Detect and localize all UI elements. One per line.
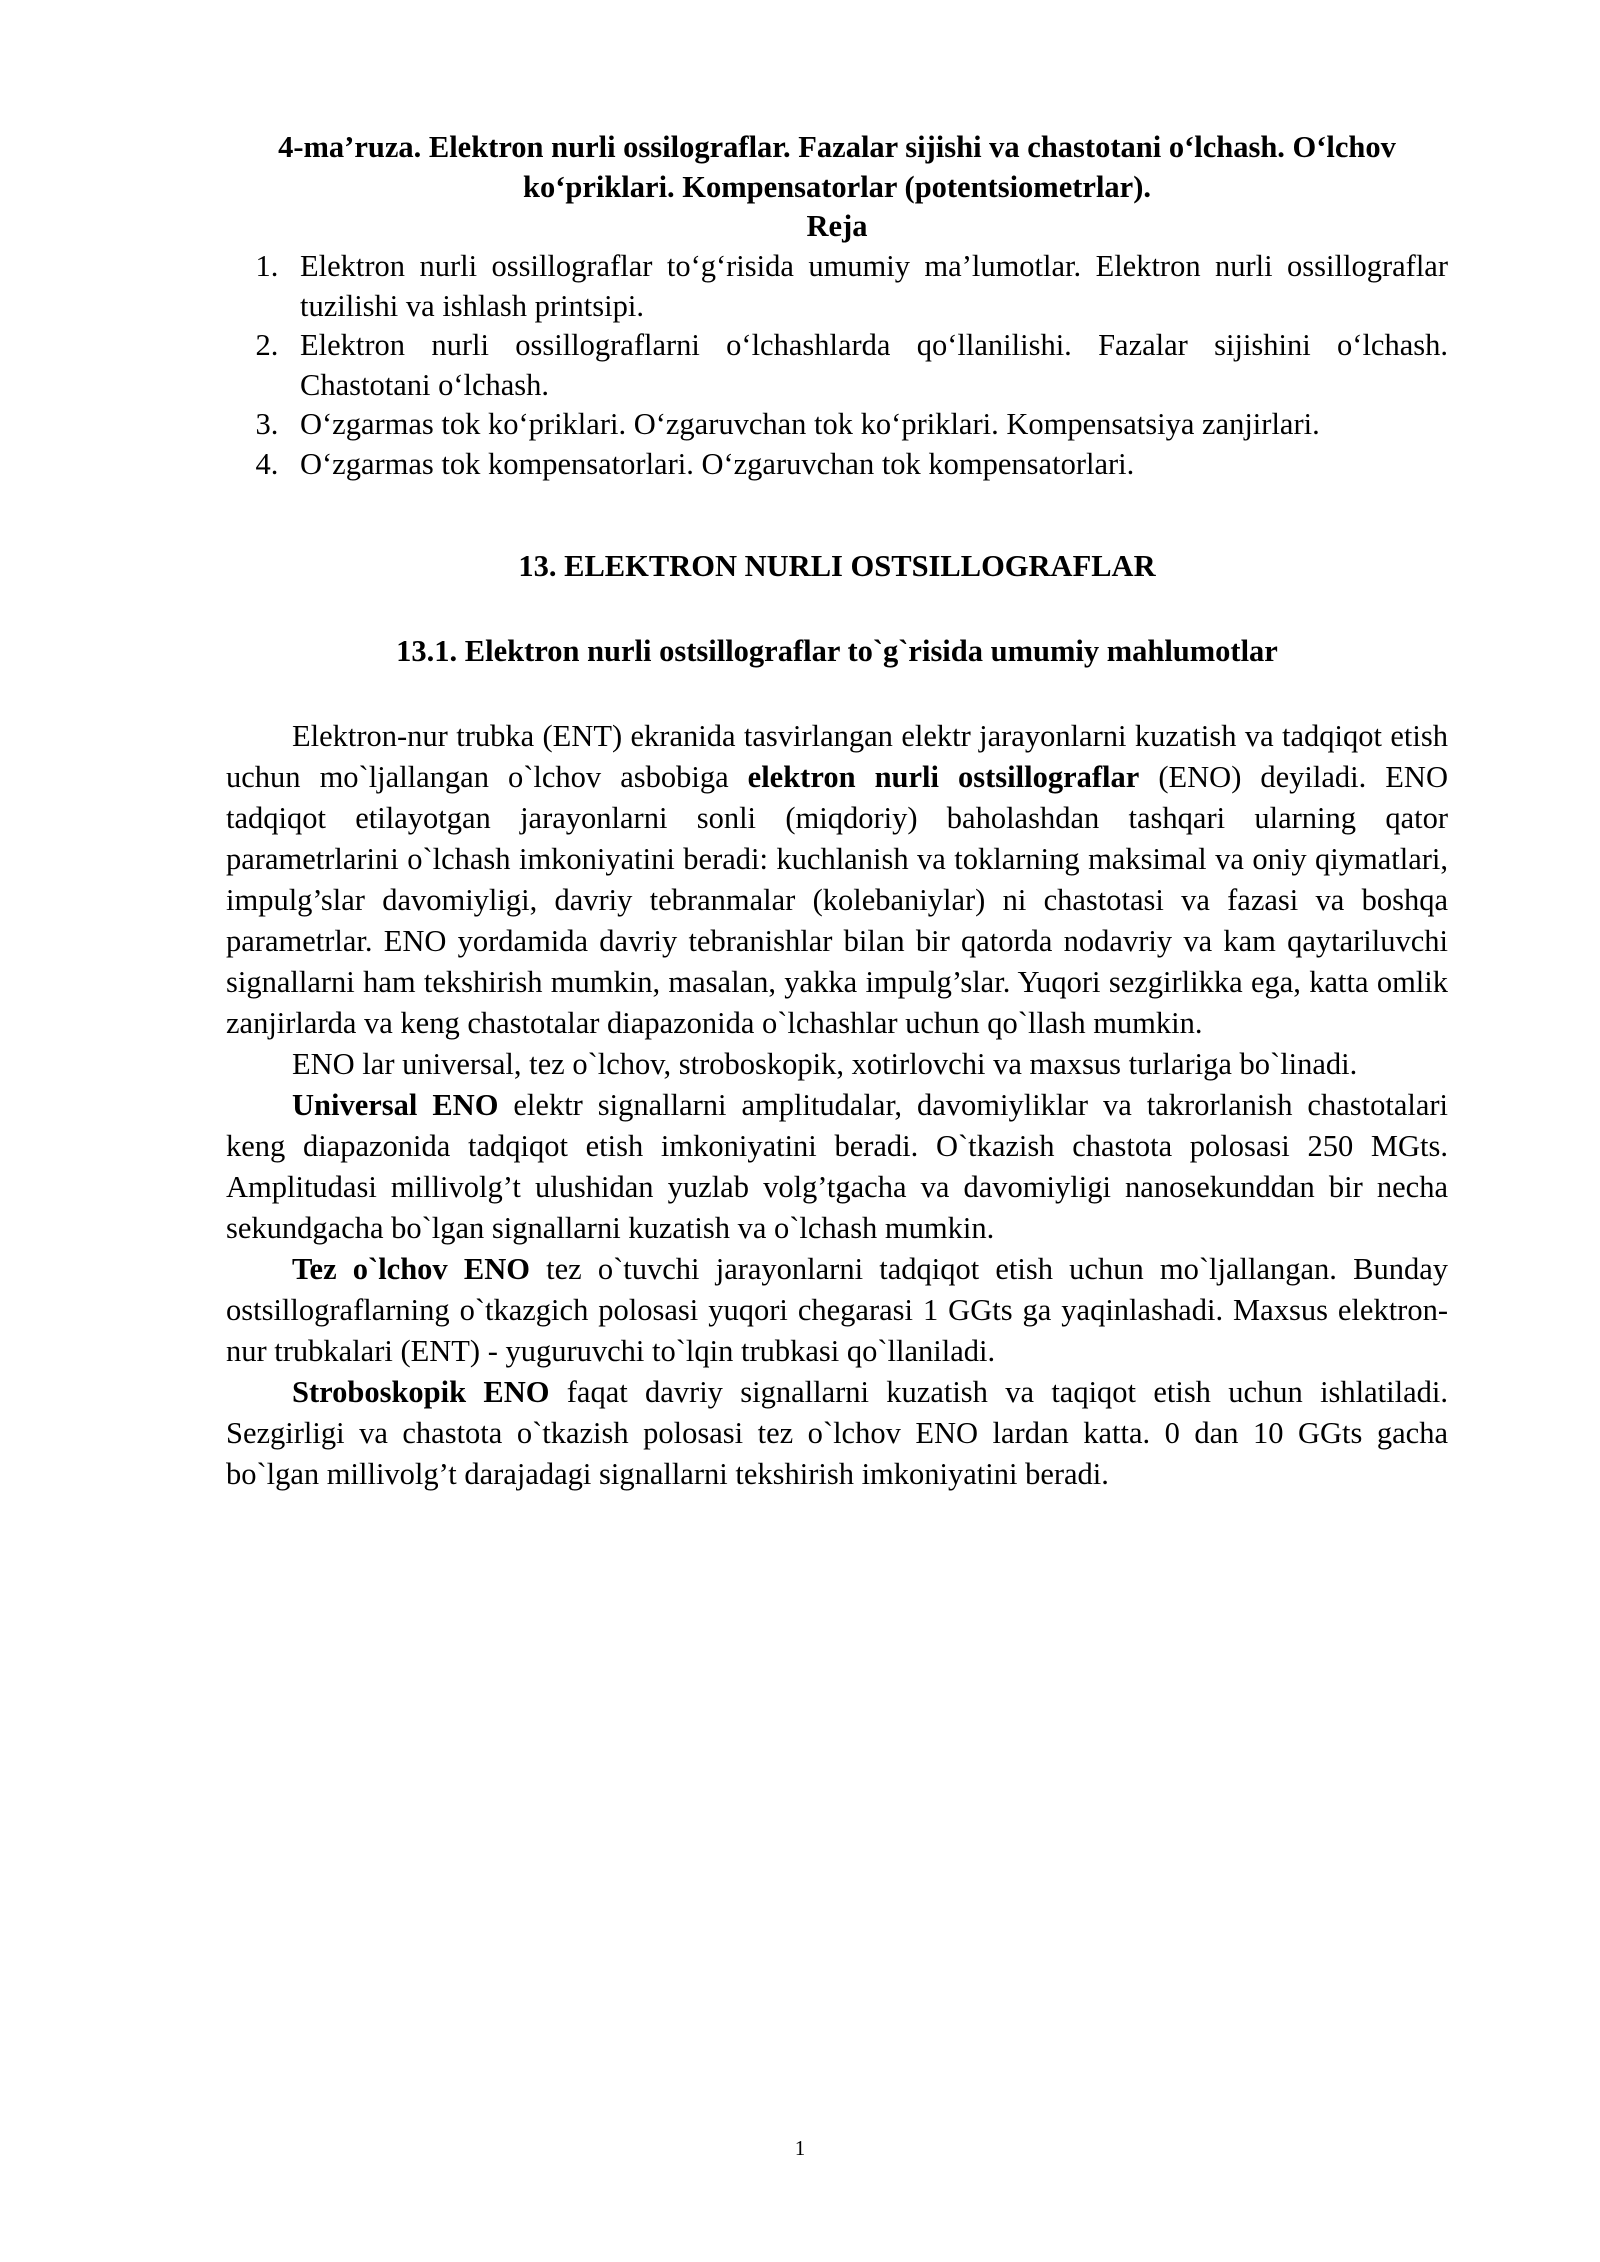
paragraph-tez-olchov-eno: [226, 1249, 1448, 1372]
reja-list-item: 4. O‘zgarmas tok kompensatorlari. O‘zgaruvchan tok kompensatorlari.: [286, 445, 1448, 485]
term-universal-eno: Universal ENO: [292, 1088, 499, 1123]
reja-list: [226, 247, 1448, 485]
paragraph-universal-eno: [226, 1085, 1448, 1249]
term-tez-olchov-eno: Tez o`lchov ENO: [292, 1252, 530, 1287]
term-stroboskopik-eno: Stroboskopik ENO: [292, 1375, 550, 1410]
spacer-before-section-title: [226, 485, 1448, 547]
reja-list-item: 1. Elektron nurli ossillograflar to‘g‘risida umumiy ma’lumotlar. Elektron nurli ossillograflar tuzilishi va ishlash printsipi.: [286, 247, 1448, 326]
page-content: [226, 128, 1448, 1495]
document-title: [226, 128, 1448, 207]
paragraph-universal-eno-text: elektr signallarni amplitudalar, davomiyliklar va takrorlanish chastotalari keng diapazonida tadqiqot etish imkoniyatini beradi. O`tkazish chastota polosasi 250 MGts. Amplitudasi millivolg’t ulushidan yuzlab volg’tgacha va davomiyligi nanosekunddan bir necha sekundgacha bo`lgan signallarni kuzatish va o`lchash mumkin.: [226, 1088, 1448, 1246]
document-title-line-2: o‘lchash. O‘lchov ko‘priklari. Kompensatorlar (potentsiometrlar).: [523, 130, 1396, 204]
paragraph-tez-olchov-eno-text: tez o`tuvchi jarayonlarni tadqiqot etish uchun mo`ljallangan. Bunday ostsillograflarning o`tkazgich polosasi yuqori chegarasi 1 GGts ga yaqinlashadi. Maxsus elektron-nur trubkalari (ENT) - yuguruvchi to`lqin trubkasi qo`llaniladi.: [226, 1252, 1448, 1369]
spacer-before-body: [226, 672, 1448, 716]
paragraph-stroboskopik-eno-text: faqat davriy signallarni kuzatish va taqiqot etish uchun ishlatiladi. Sezgirligi va chastota o`tkazish polosasi tez o`lchov ENO lardan katta. 0 dan 10 GGts gacha bo`lgan millivolg’t darajadagi signallarni tekshirish imkoniyatini beradi.: [226, 1375, 1448, 1492]
spacer-before-subsection-title: [226, 586, 1448, 632]
reja-list-item: 3. O‘zgarmas tok ko‘priklari. O‘zgaruvchan tok ko‘priklari. Kompensatsiya zanjirlari.: [286, 405, 1448, 445]
reja-list-item: 2. Elektron nurli ossillograflarni o‘lchashlarda qo‘llanilishi. Fazalar sijishini o‘lchash. Chastotani o‘lchash.: [286, 326, 1448, 405]
paragraph-stroboskopik-eno: [226, 1372, 1448, 1495]
page-number: 1: [794, 2136, 806, 2160]
paragraph-intro: [226, 716, 1448, 1044]
paragraph-intro-text-a: Elektron-nur trubka (ENT) ekranida tasvirlangan elektr jarayonlarni kuzatish va tadqiqot etish uchun mo`ljallangan o`lchov asbobiga: [226, 719, 1448, 795]
subsection-title: 13.1. Elektron nurli ostsillograflar to`g`risida umumiy mahlumotlar: [396, 634, 1278, 669]
document-title-line-1: 4-ma’ruza. Elektron nurli ossilograflar. Fazalar sijishi va chastotani: [278, 130, 1162, 164]
paragraph-intro-text-b: (ENO) deyiladi. ENO tadqiqot etilayotgan jarayonlarni sonli (miqdoriy) baholashdan tashqari ularning qator parametrlarini o`lchash imkoniyatini beradi: kuchlanish va toklarning maksimal va oniy qiymatlari, impulg’slar davomiyligi, davriy tebranmalar (kolebaniylar) ni chastotasi va fazasi va boshqa parametrlar. ENO yordamida davriy tebranishlar bilan bir qatorda nodavriy va kam qaytariluvchi signallarni ham tekshirish mumkin, masalan, yakka impulg’slar. Yuqori sezgirlikka ega, katta omlik zanjirlarda va keng chastotalar diapazonida o`lchashlar uchun qo`llash mumkin.: [226, 760, 1448, 1041]
reja-heading: Reja: [806, 209, 868, 244]
paragraph-eno-types: ENO lar universal, tez o`lchov, stroboskopik, xotirlovchi va maxsus turlariga bo`linadi.: [292, 1047, 1358, 1082]
term-elektron-nurli-ostsillograflar: elektron nurli ostsillograflar: [747, 760, 1140, 795]
section-title: 13. ELEKTRON NURLI OSTSILLOGRAFLAR: [518, 548, 1156, 583]
